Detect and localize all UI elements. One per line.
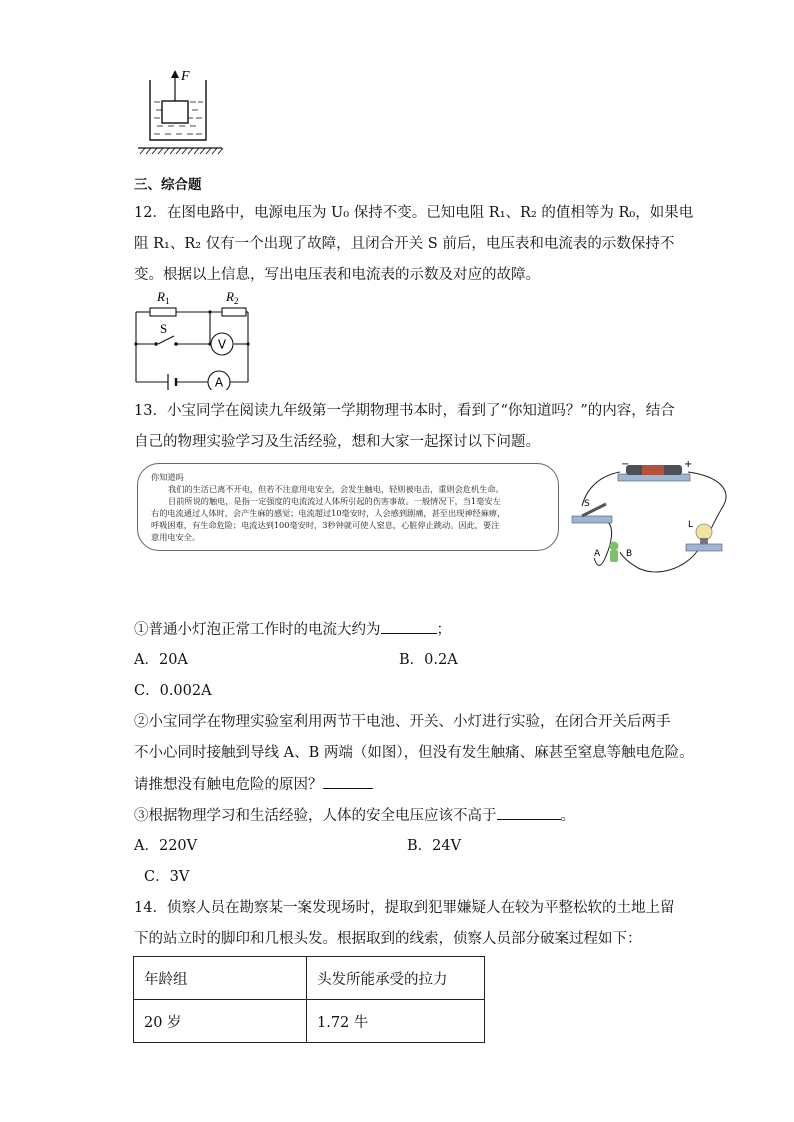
table-row bbox=[134, 1000, 485, 1043]
table-header-cell: 头发所能承受的拉力 bbox=[307, 957, 485, 1000]
note-line-3: 右的电流通过人体时，会产生麻的感觉；电流超过10毫安时，人会感到剧痛，甚至出现神经麻痹， bbox=[151, 508, 506, 518]
resistor-r2 bbox=[222, 308, 246, 316]
table-header-cell: 年龄组 bbox=[134, 957, 307, 1000]
answer-blank-1[interactable] bbox=[381, 619, 437, 634]
buoyancy-figure bbox=[130, 66, 230, 158]
q14-line-1: 14．侦察人员在勘察某一案发现场时，提取到犯罪嫌疑人在较为平整松软的土地上留 bbox=[134, 900, 675, 916]
svg-text:L: L bbox=[688, 520, 694, 530]
q13-sub1-option-b[interactable]: B．0.2A bbox=[399, 652, 458, 668]
q13-line-2: 自己的物理实验学习及生活经验，想和大家一起探讨以下问题。 bbox=[134, 434, 540, 450]
hair-tension-table bbox=[133, 956, 485, 1043]
note-line-1: 我们的生活已离不开电，但若不注意用电安全，会发生触电，轻则被电击，重则会危机生命。 bbox=[168, 484, 504, 494]
svg-text:A: A bbox=[214, 375, 224, 390]
q13-sub3-option-a[interactable]: A．220V bbox=[134, 838, 198, 854]
q12-circuit-diagram bbox=[130, 286, 260, 390]
q13-sub2-line-2: 不小心同时接触到导线 A、B 两端（如图），但没有发生触痛、麻甚至窒息等触电危险。 bbox=[134, 745, 694, 761]
q13-line-1: 13．小宝同学在阅读九年级第一学期物理书本时，看到了“你知道吗？”的内容，结合 bbox=[134, 403, 675, 419]
table-cell: 1.72 牛 bbox=[307, 1000, 485, 1043]
did-you-know-box bbox=[137, 463, 559, 551]
svg-text:S: S bbox=[584, 499, 590, 509]
svg-text:V: V bbox=[217, 337, 227, 352]
q14-line-2: 下的站立时的脚印和几根头发。根据取到的线索，侦察人员部分破案过程如下： bbox=[134, 931, 642, 947]
q13-sub2-line-3: 请推想没有触电危险的原因？ bbox=[134, 774, 373, 795]
experiment-apparatus bbox=[568, 460, 748, 580]
r2-label: $R_2$ bbox=[226, 289, 239, 306]
q12-line-1: 12．在图电路中，电源电压为 U₀ 保持不变。已知电阻 R₁、R₂ 的值相等为 R₀，如果电 bbox=[134, 205, 694, 221]
switch-base bbox=[572, 516, 612, 523]
answer-blank-2[interactable] bbox=[323, 774, 373, 789]
block bbox=[162, 101, 188, 123]
switch-label: S bbox=[160, 321, 168, 336]
svg-text:−: − bbox=[621, 460, 630, 470]
q13-sub1-option-c[interactable]: C．0.002A bbox=[134, 683, 212, 699]
ground-hatch bbox=[140, 148, 223, 154]
note-line-2: 目前所说的触电，是指一定强度的电流流过人体所引起的伤害事故。一般情况下，当1毫安左 bbox=[168, 496, 501, 506]
section-title: 三、综合题 bbox=[134, 177, 202, 193]
q12-line-2: 阻 R₁、R₂ 仅有一个出现了故障，且闭合开关 S 前后，电压表和电流表的示数保持不 bbox=[134, 236, 675, 252]
note-line-4: 呼吸困难，有生命危险；电流达到100毫安时，3秒钟就可使人窒息，心脏停止跳动。因此，要注 bbox=[151, 520, 500, 530]
q13-sub3: ③根据物理学习和生活经验，人体的安全电压应该不高于 。 bbox=[134, 805, 575, 826]
q12-line-3: 变。根据以上信息，写出电压表和电流表的示数及对应的故障。 bbox=[134, 267, 540, 283]
note-title: 你知道吗 bbox=[151, 472, 184, 482]
resistor-r1 bbox=[150, 308, 176, 316]
svg-text:B: B bbox=[626, 549, 633, 559]
lamp-base bbox=[686, 544, 722, 551]
answer-blank-3[interactable] bbox=[497, 805, 561, 820]
q13-sub3-option-c[interactable]: C．3V bbox=[144, 869, 190, 885]
note-line-5: 意用电安全。 bbox=[151, 532, 201, 542]
table-cell: 20 岁 bbox=[134, 1000, 307, 1043]
q13-sub2-line-1: ②小宝同学在物理实验室利用两节干电池、开关、小灯进行实验，在闭合开关后两手 bbox=[134, 714, 671, 730]
svg-text:A: A bbox=[594, 549, 601, 559]
q13-sub1-option-a[interactable]: A．20A bbox=[134, 652, 188, 668]
table-header-row bbox=[134, 957, 485, 1000]
r1-label: $R_1$ bbox=[157, 289, 170, 306]
battery-holder-base bbox=[618, 474, 690, 481]
lamp-bulb bbox=[696, 524, 712, 540]
q13-sub1: ①普通小灯泡正常工作时的电流大约为 ； bbox=[134, 619, 451, 640]
q13-sub3-option-b[interactable]: B．24V bbox=[407, 838, 462, 854]
force-label: F bbox=[181, 69, 190, 84]
person-head bbox=[610, 542, 619, 551]
svg-text:+: + bbox=[684, 460, 693, 470]
